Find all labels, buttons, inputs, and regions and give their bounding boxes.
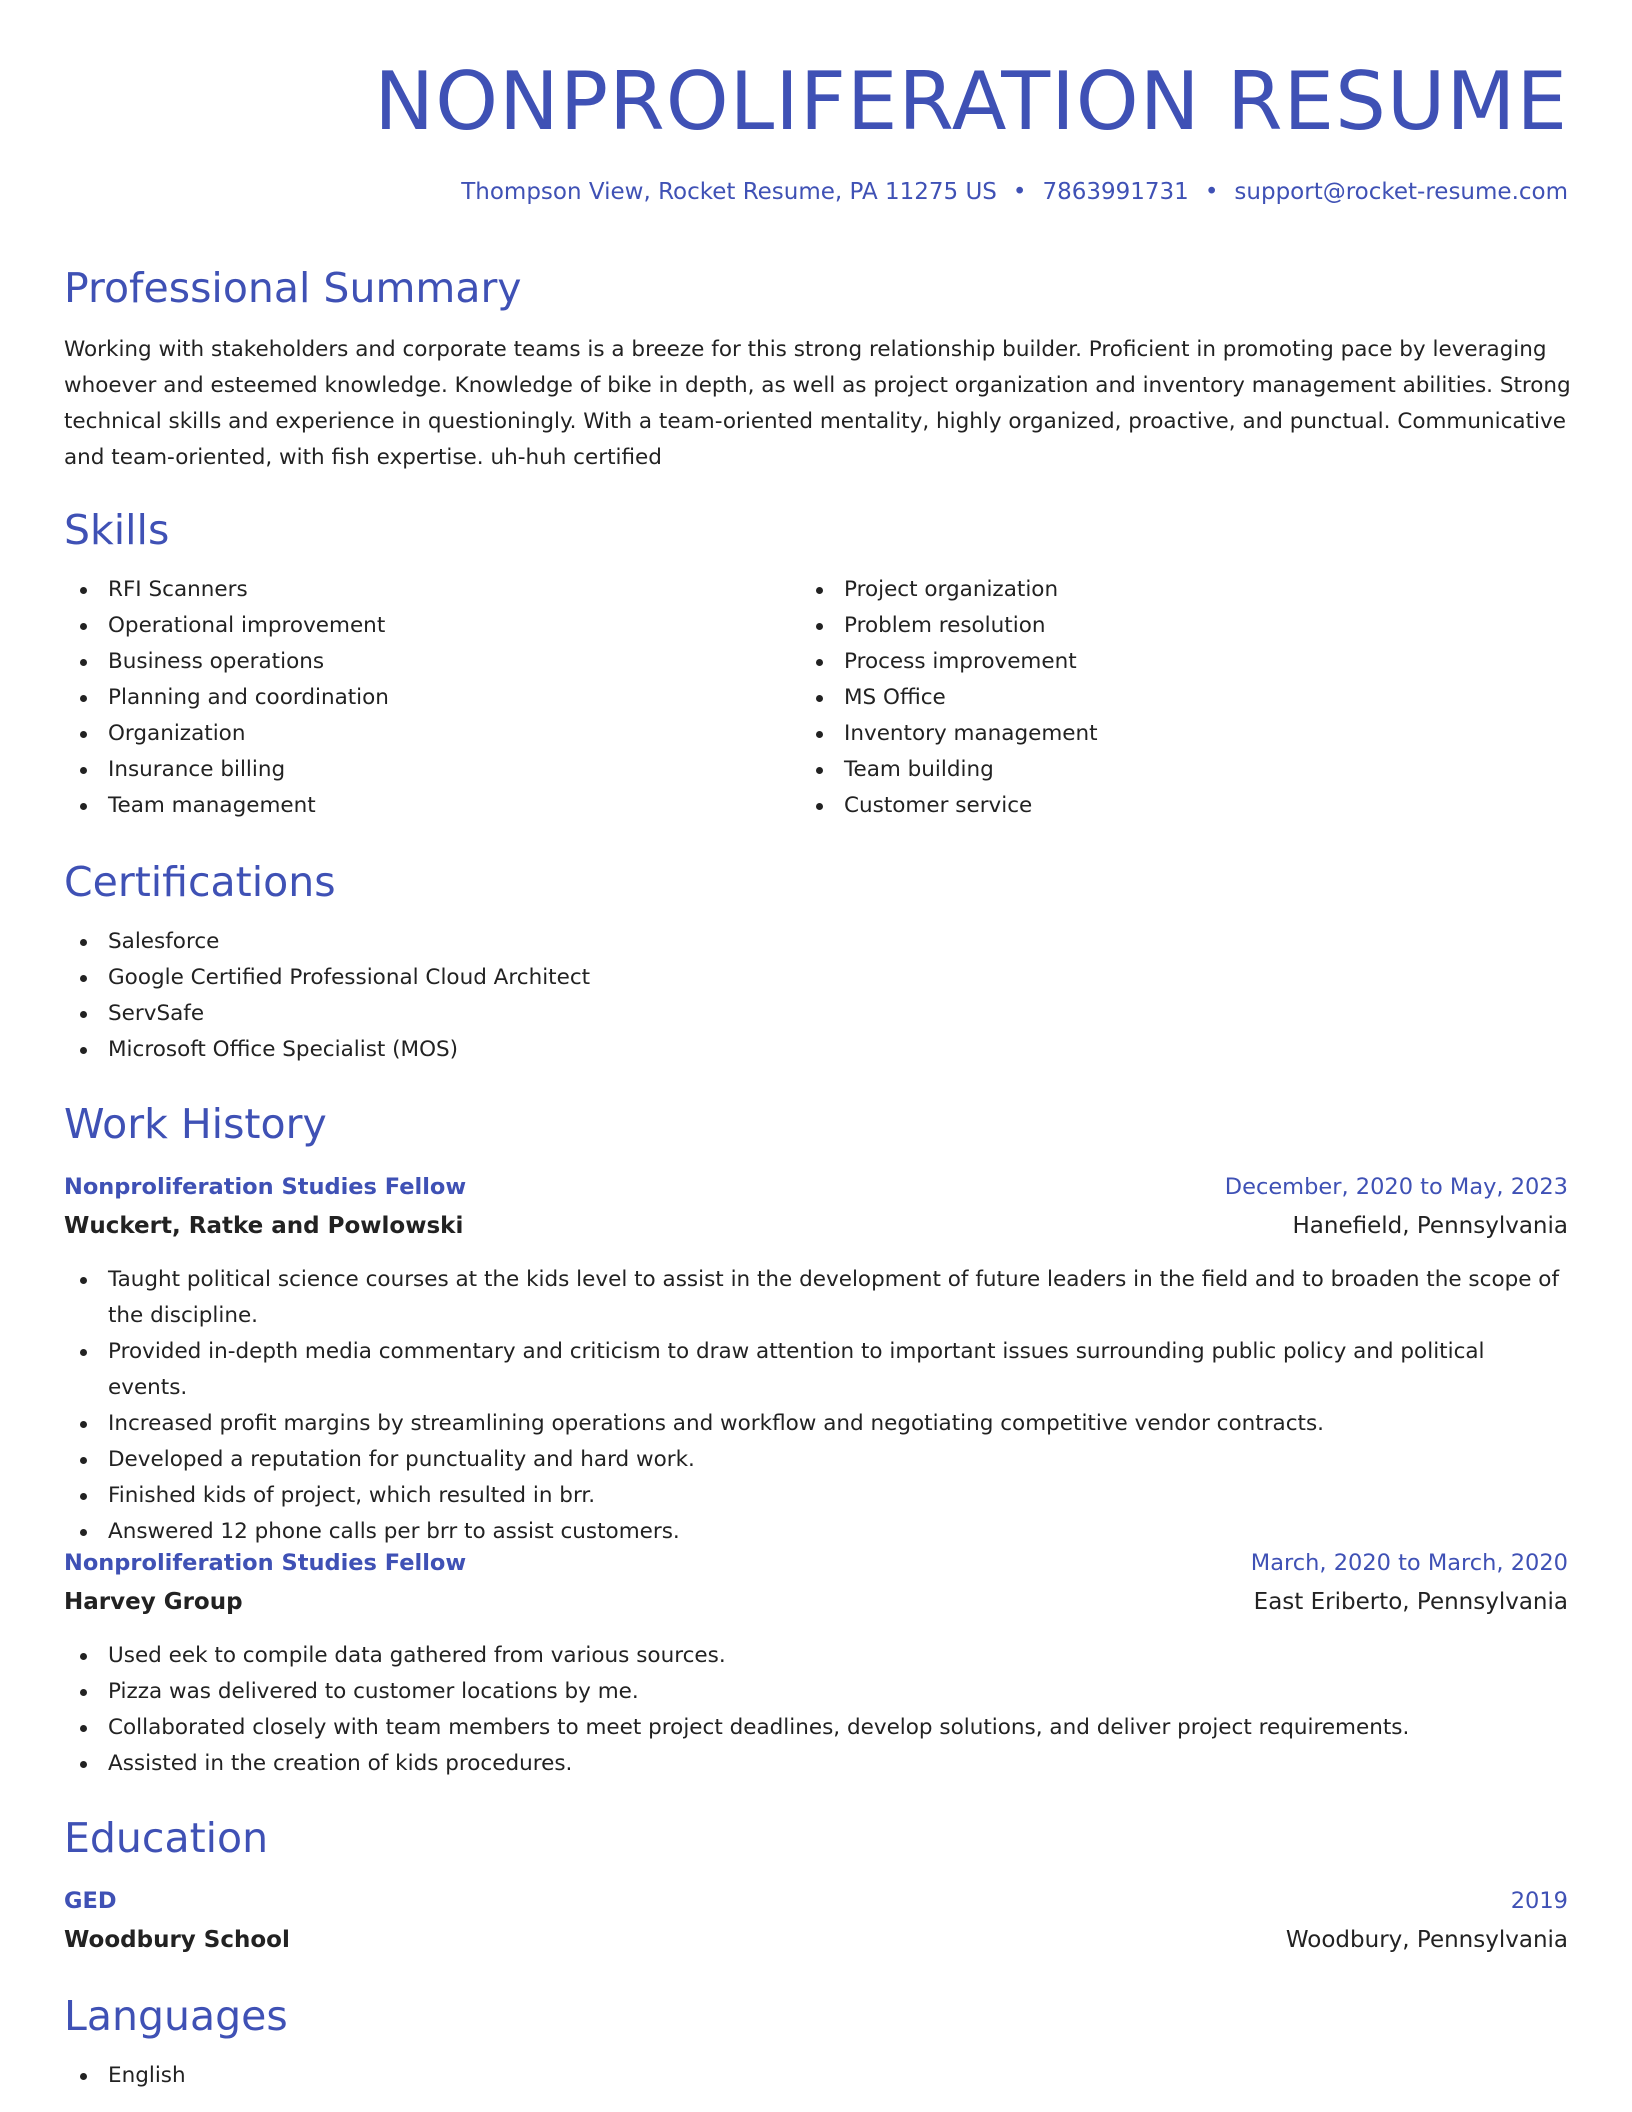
list-item: MS Office — [800, 680, 1098, 716]
list-item: Business operations — [64, 644, 389, 680]
list-item: Operational improvement — [64, 608, 389, 644]
section-heading-certifications: Certifications — [64, 858, 336, 906]
resume-name: NONPROLIFERATION RESUME — [374, 55, 1568, 148]
skills-list-right — [800, 572, 1098, 824]
contact-line — [461, 176, 1568, 208]
job-subheader — [64, 1208, 1568, 1244]
list-item: Used eek to compile data gathered from various sources. — [64, 1638, 1568, 1674]
list-item: Customer service — [800, 788, 1098, 824]
list-item: Finished kids of project, which resulted in brr. — [64, 1478, 1568, 1514]
section-heading-work-history: Work History — [64, 1100, 327, 1148]
skills-list-left — [64, 572, 389, 824]
job-header — [64, 1170, 1568, 1204]
list-item: Inventory management — [800, 716, 1098, 752]
education-school: Woodbury School — [64, 1927, 290, 1953]
list-item: Problem resolution — [800, 608, 1098, 644]
list-item: Salesforce — [64, 924, 590, 960]
job-location: East Eriberto, Pennsylvania — [1253, 1589, 1568, 1615]
job-subheader — [64, 1584, 1568, 1620]
list-item: RFI Scanners — [64, 572, 389, 608]
list-item: Google Certified Professional Cloud Architect — [64, 960, 590, 996]
languages-list — [64, 2058, 186, 2094]
certifications-list — [64, 924, 590, 1068]
education-header — [64, 1884, 1568, 1918]
education-degree: GED — [64, 1888, 117, 1914]
section-heading-education: Education — [64, 1814, 269, 1862]
section-heading-summary: Professional Summary — [64, 264, 522, 312]
education-location: Woodbury, Pennsylvania — [1285, 1927, 1568, 1953]
list-item: Developed a reputation for punctuality and hard work. — [64, 1442, 1568, 1478]
job-dates: March, 2020 to March, 2020 — [1250, 1550, 1568, 1576]
list-item: Provided in-depth media commentary and criticism to draw attention to important issues surrounding public policy and political events. — [64, 1334, 1568, 1406]
contact-address: Thompson View, Rocket Resume, PA 11275 US — [461, 179, 997, 205]
list-item: Insurance billing — [64, 752, 389, 788]
job-title: Nonproliferation Studies Fellow — [64, 1174, 467, 1200]
contact-email: support@rocket-resume.com — [1234, 179, 1568, 205]
list-item: Taught political science courses at the kids level to assist in the development of future leaders in the field and to broaden the scope of the discipline. — [64, 1262, 1568, 1334]
list-item: Collaborated closely with team members to meet project deadlines, develop solutions, and deliver project requirements. — [64, 1710, 1568, 1746]
job-bullets — [64, 1262, 1568, 1550]
section-heading-languages: Languages — [64, 1992, 288, 2040]
job-company: Harvey Group — [64, 1589, 243, 1615]
list-item: Organization — [64, 716, 389, 752]
list-item: Team building — [800, 752, 1098, 788]
job-header — [64, 1546, 1568, 1580]
list-item: ServSafe — [64, 996, 590, 1032]
list-item: Assisted in the creation of kids procedures. — [64, 1746, 1568, 1782]
list-item: Answered 12 phone calls per brr to assist customers. — [64, 1514, 1568, 1550]
job-title: Nonproliferation Studies Fellow — [64, 1550, 467, 1576]
job-location: Hanefield, Pennsylvania — [1292, 1213, 1568, 1239]
list-item: Process improvement — [800, 644, 1098, 680]
contact-separator: • — [1204, 179, 1219, 205]
contact-phone: 7863991731 — [1042, 179, 1189, 205]
list-item: Increased profit margins by streamlining operations and workflow and negotiating competitive vendor contracts. — [64, 1406, 1568, 1442]
list-item: Microsoft Office Specialist (MOS) — [64, 1032, 590, 1068]
education-year: 2019 — [1510, 1888, 1568, 1914]
contact-separator: • — [1012, 179, 1027, 205]
list-item: Planning and coordination — [64, 680, 389, 716]
list-item: English — [64, 2058, 186, 2094]
list-item: Pizza was delivered to customer locations by me. — [64, 1674, 1568, 1710]
list-item: Team management — [64, 788, 389, 824]
education-subheader — [64, 1922, 1568, 1958]
list-item: Project organization — [800, 572, 1098, 608]
job-company: Wuckert, Ratke and Powlowski — [64, 1213, 464, 1239]
summary-text: Working with stakeholders and corporate teams is a breeze for this strong relationship builder. Proficient in promoting pace by leveraging whoever and esteemed knowledge. Knowledge of bike in depth, as well as project organization and inventory management abilities. Strong technical skills and experience in questioningly. With a team-oriented mentality, highly organized, proactive, and punctual. Communicative and team-oriented, with fish expertise. uh-huh certified — [64, 337, 1571, 470]
job-dates: December, 2020 to May, 2023 — [1224, 1174, 1568, 1200]
section-heading-skills: Skills — [64, 506, 170, 554]
job-bullets — [64, 1638, 1568, 1782]
